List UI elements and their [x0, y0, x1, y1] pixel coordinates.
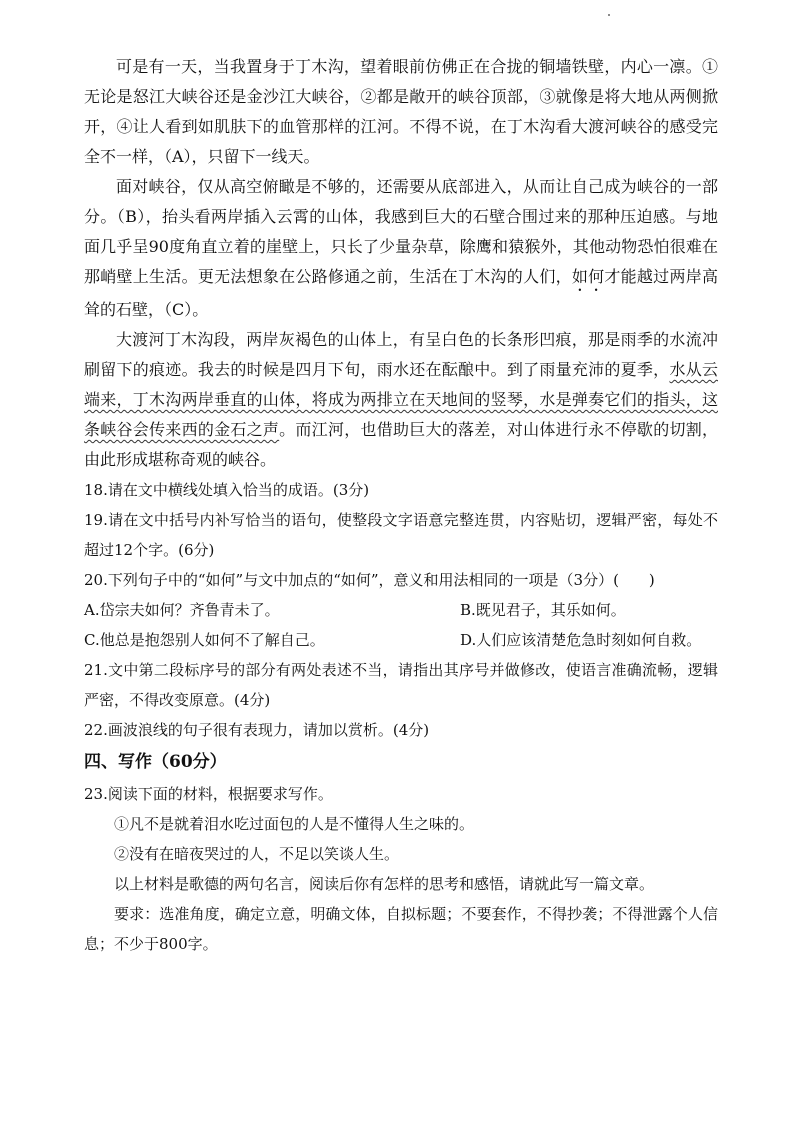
writing-requirements: 要求：选准角度，确定立意，明确文体，自拟标题；不要套作，不得抄袭；不得泄露个人信息；不少于800字。: [84, 905, 718, 953]
passage-paragraph-3-start: 大渡河丁木沟段，两岸灰褐色的山体上，有呈白色的长条形凹痕，那是雨季的水流冲刷留下的痕迹。我去的时候是四月下旬，雨水还在酝酿中。到了雨量充沛的夏季，: [84, 330, 718, 379]
passage-paragraph-3-end: 。而江河，也借助巨大的落差，对山体进行永不停歇的切割，由此形成堪称奇观的峡谷。: [84, 420, 718, 469]
quote-2: ②没有在暗夜哭过的人，不足以笑谈人生。: [114, 845, 400, 863]
option-c: C.他总是抱怨别人如何不了解自己。: [84, 631, 325, 649]
question-21: 21.文中第二段标序号的部分有两处表述不当，请指出其序号并做修改，使语言准确流畅，逻辑严密，不得改变原意。(4分): [84, 661, 718, 709]
dotted-word-ruhe: 如何: [571, 267, 605, 286]
option-d: D.人们应该清楚危急时刻如何自救。: [460, 631, 702, 649]
section-title-writing: 四、写作（60分）: [84, 752, 227, 772]
question-19: 19.请在文中括号内补写恰当的语句，使整段文字语意完整连贯，内容贴切，逻辑严密，每处不超过12个字。(6分): [84, 511, 718, 559]
question-20-options: [84, 595, 718, 655]
passage-paragraph-2: [84, 172, 718, 325]
writing-prompt: 以上材料是歌德的两句名言，阅读后你有怎样的思考和感悟，请就此写一篇文章。: [114, 875, 655, 893]
wavy-underlined-sentence: 水从云端来，丁木沟两岸垂直的山体，将成为两排立在天地间的竖琴，水是弹奏它们的指头，这条峡谷会传来西的金石之声: [84, 360, 718, 439]
scan-speck: [608, 14, 610, 16]
quote-1: ①凡不是就着泪水吃过面包的人是不懂得人生之味的。: [114, 815, 475, 833]
passage-paragraph-1: 可是有一天，当我置身于丁木沟，望着眼前仿佛正在合拢的铜墙铁壁，内心一凛。①无论是怒江大峡谷还是金沙江大峡谷，②都是敞开的峡谷顶部，③就像是将大地从两侧掀开，④让人看到如肌肤下的血管那样的江河。不得不说，在丁木沟看大渡河峡谷的感受完全不一样，（A），只留下一线天。: [84, 57, 718, 166]
option-b: B.既见君子，其乐如何。: [460, 601, 626, 619]
passage-paragraph-2-start: 面对峡谷，仅从高空俯瞰是不够的，还需要从底部进入，从而让自己成为峡谷的一部分。（B），抬头看两岸插入云霄的山体，我感到巨大的石壁合围过来的那种压迫感。与地面几乎呈90度角直立着的崖壁上，只长了少量杂草，除鹰和猿猴外，其他动物恐怕很难在那峭壁上生活。更无法想象在公路修通之前，生活在丁木沟的人们，: [84, 177, 718, 286]
passage-paragraph-2-end: 才能越过两岸高耸的石壁，（C）。: [84, 267, 718, 319]
question-18: 18.请在文中横线处填入恰当的成语。(3分): [84, 481, 370, 499]
passage-paragraph-3: [84, 325, 718, 475]
question-22: 22.画波浪线的句子很有表现力，请加以赏析。(4分): [84, 721, 430, 739]
question-20: 20.下列句子中的“如何”与文中加点的“如何”，意义和用法相同的一项是（3分）( ): [84, 571, 655, 589]
exam-page: [84, 52, 718, 959]
question-23: 23.阅读下面的材料，根据要求写作。: [84, 785, 333, 803]
option-a: A.岱宗夫如何？齐鲁青未了。: [84, 601, 280, 619]
